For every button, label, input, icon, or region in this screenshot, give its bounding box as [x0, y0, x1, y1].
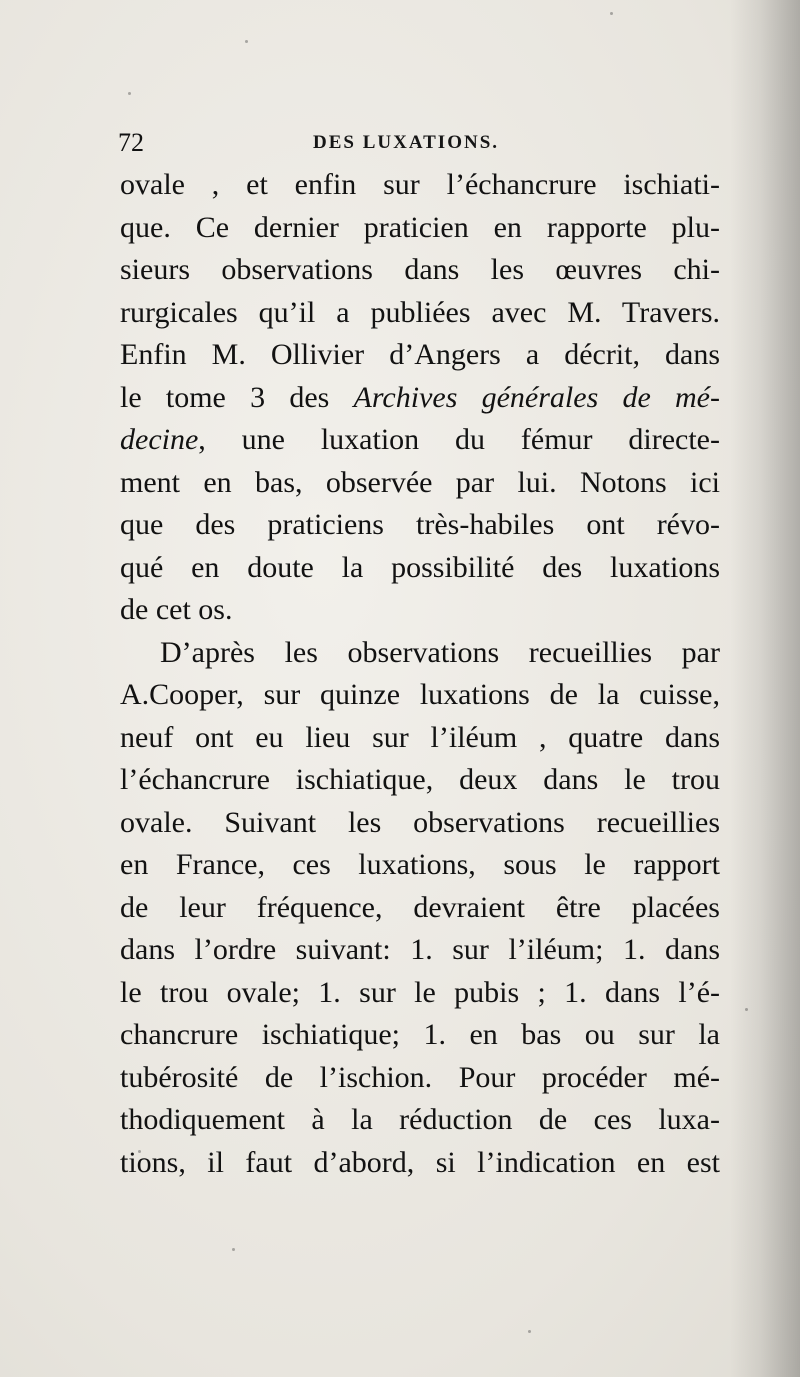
paragraph-first-line: D’après les observations recueillies par	[160, 635, 720, 669]
paper-speck	[232, 1248, 235, 1251]
text-line: tions, il faut d’abord, si l’indication en est	[120, 1145, 720, 1179]
text-line: le trou ovale; 1. sur le pubis ; 1. dans l’é-	[120, 975, 720, 1009]
text-line: rurgicales qu’il a publiées avec M. Travers.	[120, 295, 720, 329]
text-line: de cet os.	[120, 593, 233, 626]
text-line: decine, une luxation du fémur directe-	[120, 423, 720, 456]
paper-speck	[245, 40, 248, 43]
paper-speck	[138, 1150, 141, 1153]
text-line: l’échancrure ischiatique, deux dans le trou	[120, 763, 720, 796]
text-line: tubérosité de l’ischion. Pour procéder mé-	[120, 1060, 720, 1094]
page-number: 72	[118, 128, 144, 157]
text-line: neuf ont eu lieu sur l’iléum , quatre dans	[120, 720, 720, 754]
text-line: sieurs observations dans les œuvres chi-	[120, 253, 720, 286]
paper-speck	[528, 1330, 531, 1333]
page-header	[118, 128, 718, 160]
text-line: dans l’ordre suivant: 1. sur l’iléum; 1. dans	[120, 933, 720, 966]
italic-title: Archives générales de mé-	[353, 380, 720, 414]
text-line: en France, ces luxations, sous le rapport	[120, 848, 720, 881]
text-line: que. Ce dernier praticien en rapporte plu-	[120, 210, 720, 244]
text-line: ovale. Suivant les observations recueillies	[120, 805, 720, 839]
text-line: thodiquement à la réduction de ces luxa-	[120, 1103, 720, 1136]
italic-title: decine	[120, 423, 199, 456]
paper-speck	[610, 12, 613, 15]
text-line: que des praticiens très-habiles ont révo-	[120, 508, 720, 541]
text-line: A.Cooper, sur quinze luxations de la cuisse,	[120, 678, 720, 711]
text-line: Enfin M. Ollivier d’Angers a décrit, dans	[120, 338, 720, 371]
running-head: DES LUXATIONS.	[313, 132, 500, 153]
text-line: de leur fréquence, devraient être placées	[120, 890, 720, 924]
text-line: ment en bas, observée par lui. Notons ici	[120, 465, 720, 499]
text-line: chancrure ischiatique; 1. en bas ou sur la	[120, 1018, 720, 1051]
text-line: le tome 3 des Archives générales de mé-	[120, 380, 720, 414]
body-text	[120, 164, 720, 1184]
text-line: qué en doute la possibilité des luxations	[120, 550, 720, 584]
text-line: ovale , et enfin sur l’échancrure ischiati-	[120, 168, 720, 201]
paper-speck	[128, 92, 131, 95]
paper-speck	[745, 1008, 748, 1011]
